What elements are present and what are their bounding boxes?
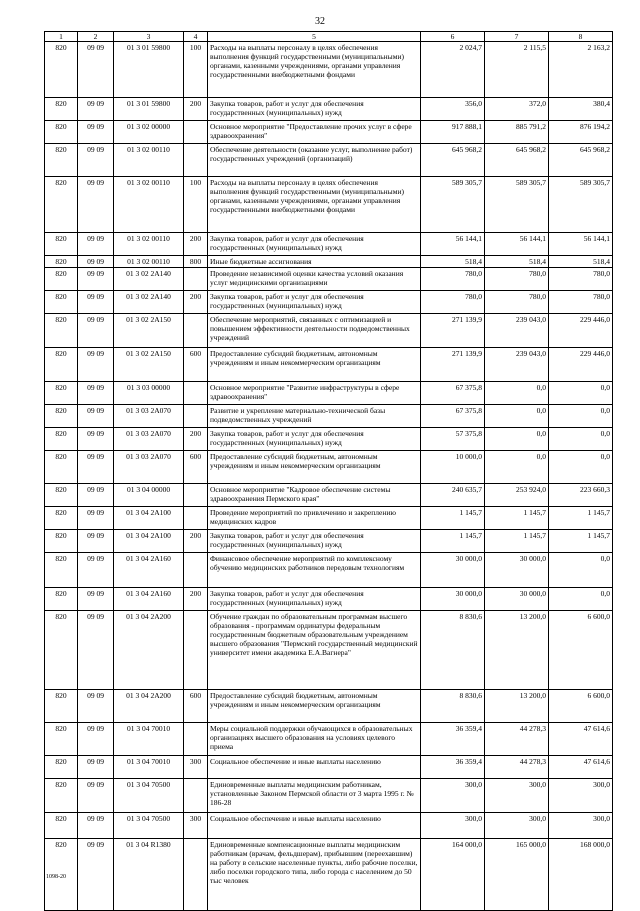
target-article-code-cell: 01 3 02 00110 (114, 233, 184, 256)
table-row (45, 42, 613, 98)
target-article-code-cell: 01 3 04 2A200 (114, 611, 184, 690)
expense-type-code-cell (184, 382, 208, 405)
table-row (45, 177, 613, 233)
table-row (45, 779, 613, 813)
ministry-code-cell: 820 (45, 588, 78, 611)
ministry-code-cell: 820 (45, 611, 78, 690)
amount-col6-cell: 56 144,1 (421, 233, 485, 256)
amount-col7-cell: 253 924,0 (485, 484, 549, 507)
description-cell: Иные бюджетные ассигнования (208, 256, 421, 268)
amount-col7-cell: 0,0 (485, 405, 549, 428)
amount-col8-cell: 1 145,7 (549, 507, 613, 530)
amount-col8-cell: 300,0 (549, 779, 613, 813)
section-code-cell: 09 09 (78, 813, 114, 839)
table-row (45, 405, 613, 428)
amount-col7-cell: 44 278,3 (485, 723, 549, 756)
table-row (45, 348, 613, 382)
amount-col6-cell: 917 888,1 (421, 121, 485, 144)
amount-col8-cell: 380,4 (549, 98, 613, 121)
ministry-code-cell: 820 (45, 690, 78, 723)
expense-type-code-cell (184, 314, 208, 348)
section-code-cell: 09 09 (78, 588, 114, 611)
section-code-cell: 09 09 (78, 314, 114, 348)
description-cell: Обеспечение мероприятий, связанных с оптимизацией и повышением эффективности деятельности подведомственных учреждений (208, 314, 421, 348)
target-article-code-cell: 01 3 04 70010 (114, 756, 184, 779)
amount-col8-cell: 6 600,0 (549, 690, 613, 723)
description-cell: Обучение граждан по образовательным программам высшего образования - программам ординатуры федеральным государственным бюджетным образовательным учреждением высшего образования "Пермский государственный медицинский университет имени академика Е.А.Вагнера" (208, 611, 421, 690)
description-cell: Закупка товаров, работ и услуг для обеспечения государственных (муниципальных) нужд (208, 98, 421, 121)
amount-col7-cell: 589 305,7 (485, 177, 549, 233)
description-cell: Расходы на выплаты персоналу в целях обеспечения выполнения функций государственными (муниципальными) органами, казенными учреждениями, органами управления государственными внебюджетными фондами (208, 177, 421, 233)
target-article-code-cell: 01 3 02 2A150 (114, 314, 184, 348)
expense-type-code-cell: 200 (184, 588, 208, 611)
ministry-code-cell: 820 (45, 451, 78, 484)
ministry-code-cell: 820 (45, 256, 78, 268)
ministry-code-cell: 820 (45, 291, 78, 314)
expense-type-code-cell (184, 121, 208, 144)
target-article-code-cell: 01 3 04 70500 (114, 813, 184, 839)
table-row (45, 723, 613, 756)
amount-col7-cell: 885 791,2 (485, 121, 549, 144)
amount-col6-cell: 300,0 (421, 813, 485, 839)
section-code-cell: 09 09 (78, 690, 114, 723)
amount-col8-cell: 2 163,2 (549, 42, 613, 98)
section-code-cell: 09 09 (78, 756, 114, 779)
column-header: 5 (208, 32, 421, 42)
amount-col7-cell: 0,0 (485, 451, 549, 484)
section-code-cell: 09 09 (78, 256, 114, 268)
description-cell: Меры социальной поддержки обучающихся в образовательных организациях высшего образования на условиях целевого приема (208, 723, 421, 756)
amount-col6-cell: 8 830,6 (421, 690, 485, 723)
amount-col8-cell: 47 614,6 (549, 723, 613, 756)
amount-col7-cell: 13 200,0 (485, 611, 549, 690)
section-code-cell: 09 09 (78, 839, 114, 911)
table-row (45, 268, 613, 291)
description-cell: Проведение независимой оценки качества условий оказания услуг медицинскими организациями (208, 268, 421, 291)
target-article-code-cell: 01 3 04 2A200 (114, 690, 184, 723)
table-row (45, 98, 613, 121)
section-code-cell: 09 09 (78, 723, 114, 756)
column-header: 2 (78, 32, 114, 42)
target-article-code-cell: 01 3 04 2A100 (114, 507, 184, 530)
amount-col8-cell: 0,0 (549, 428, 613, 451)
target-article-code-cell: 01 3 03 2A070 (114, 405, 184, 428)
expense-type-code-cell: 100 (184, 177, 208, 233)
expense-type-code-cell (184, 405, 208, 428)
table-row (45, 382, 613, 405)
ministry-code-cell: 820 (45, 428, 78, 451)
amount-col6-cell: 36 359,4 (421, 756, 485, 779)
amount-col8-cell: 300,0 (549, 813, 613, 839)
column-header: 3 (114, 32, 184, 42)
ministry-code-cell: 820 (45, 484, 78, 507)
amount-col6-cell: 645 968,2 (421, 144, 485, 177)
amount-col6-cell: 271 139,9 (421, 348, 485, 382)
section-code-cell: 09 09 (78, 428, 114, 451)
table-row (45, 756, 613, 779)
table-row (45, 588, 613, 611)
amount-col6-cell: 780,0 (421, 291, 485, 314)
expense-type-code-cell: 200 (184, 98, 208, 121)
section-code-cell: 09 09 (78, 291, 114, 314)
amount-col7-cell: 239 043,0 (485, 348, 549, 382)
section-code-cell: 09 09 (78, 233, 114, 256)
column-header: 8 (549, 32, 613, 42)
amount-col8-cell: 6 600,0 (549, 611, 613, 690)
section-code-cell: 09 09 (78, 144, 114, 177)
amount-col7-cell: 44 278,3 (485, 756, 549, 779)
expense-type-code-cell: 600 (184, 348, 208, 382)
expense-type-code-cell (184, 268, 208, 291)
section-code-cell: 09 09 (78, 268, 114, 291)
amount-col6-cell: 57 375,8 (421, 428, 485, 451)
description-cell: Закупка товаров, работ и услуг для обеспечения государственных (муниципальных) нужд (208, 530, 421, 553)
description-cell: Расходы на выплаты персоналу в целях обеспечения выполнения функций государственными (муниципальными) органами, казенными учреждениями, органами управления государственными внебюджетными фондами (208, 42, 421, 98)
description-cell: Предоставление субсидий бюджетным, автономным учреждениям и иным некоммерческим организациям (208, 451, 421, 484)
description-cell: Развитие и укрепление материально-технической базы подведомственных учреждений (208, 405, 421, 428)
amount-col7-cell: 780,0 (485, 291, 549, 314)
amount-col6-cell: 356,0 (421, 98, 485, 121)
amount-col8-cell: 1 145,7 (549, 530, 613, 553)
amount-col8-cell: 780,0 (549, 268, 613, 291)
table-row (45, 233, 613, 256)
expense-type-code-cell: 300 (184, 813, 208, 839)
amount-col8-cell: 0,0 (549, 405, 613, 428)
amount-col8-cell: 229 446,0 (549, 348, 613, 382)
amount-col7-cell: 518,4 (485, 256, 549, 268)
amount-col8-cell: 0,0 (549, 382, 613, 405)
target-article-code-cell: 01 3 01 59800 (114, 98, 184, 121)
description-cell: Основное мероприятие "Развитие инфраструктуры в сфере здравоохранения" (208, 382, 421, 405)
ministry-code-cell: 820 (45, 779, 78, 813)
ministry-code-cell: 820 (45, 314, 78, 348)
column-header: 1 (45, 32, 78, 42)
amount-col6-cell: 30 000,0 (421, 553, 485, 588)
target-article-code-cell: 01 3 02 00110 (114, 256, 184, 268)
target-article-code-cell: 01 3 03 2A070 (114, 451, 184, 484)
amount-col7-cell: 372,0 (485, 98, 549, 121)
table-row (45, 314, 613, 348)
description-cell: Обеспечение деятельности (оказание услуг, выполнение работ) государственных учреждений (организаций) (208, 144, 421, 177)
table-row (45, 839, 613, 911)
table-row (45, 690, 613, 723)
amount-col6-cell: 10 000,0 (421, 451, 485, 484)
amount-col7-cell: 165 000,0 (485, 839, 549, 911)
section-code-cell: 09 09 (78, 98, 114, 121)
expense-type-code-cell (184, 723, 208, 756)
table-row (45, 553, 613, 588)
section-code-cell: 09 09 (78, 530, 114, 553)
target-article-code-cell: 01 3 03 2A070 (114, 428, 184, 451)
amount-col8-cell: 168 000,0 (549, 839, 613, 911)
expense-type-code-cell: 200 (184, 428, 208, 451)
amount-col6-cell: 240 635,7 (421, 484, 485, 507)
expense-type-code-cell: 800 (184, 256, 208, 268)
ministry-code-cell: 820 (45, 723, 78, 756)
amount-col7-cell: 300,0 (485, 813, 549, 839)
target-article-code-cell: 01 3 02 00000 (114, 121, 184, 144)
ministry-code-cell: 820 (45, 233, 78, 256)
target-article-code-cell: 01 3 01 59800 (114, 42, 184, 98)
target-article-code-cell: 01 3 02 00110 (114, 177, 184, 233)
amount-col8-cell: 0,0 (549, 588, 613, 611)
section-code-cell: 09 09 (78, 611, 114, 690)
amount-col7-cell: 300,0 (485, 779, 549, 813)
amount-col7-cell: 239 043,0 (485, 314, 549, 348)
description-cell: Проведение мероприятий по привлечению и закреплению медицинских кадров (208, 507, 421, 530)
amount-col8-cell: 876 194,2 (549, 121, 613, 144)
amount-col6-cell: 1 145,7 (421, 507, 485, 530)
target-article-code-cell: 01 3 03 00000 (114, 382, 184, 405)
section-code-cell: 09 09 (78, 451, 114, 484)
ministry-code-cell: 820 (45, 121, 78, 144)
expense-type-code-cell (184, 144, 208, 177)
description-cell: Единовременные выплаты медицинским работникам, установленные Законом Пермской области от 3 марта 1995 г. № 186-28 (208, 779, 421, 813)
section-code-cell: 09 09 (78, 405, 114, 428)
amount-col7-cell: 780,0 (485, 268, 549, 291)
amount-col6-cell: 300,0 (421, 779, 485, 813)
expense-type-code-cell (184, 839, 208, 911)
table-row (45, 530, 613, 553)
section-code-cell: 09 09 (78, 121, 114, 144)
description-cell: Основное мероприятие "Кадровое обеспечение системы здравоохранения Пермского края" (208, 484, 421, 507)
expense-type-code-cell: 200 (184, 233, 208, 256)
amount-col6-cell: 67 375,8 (421, 382, 485, 405)
amount-col8-cell: 56 144,1 (549, 233, 613, 256)
ministry-code-cell: 820 (45, 42, 78, 98)
table-row (45, 611, 613, 690)
amount-col7-cell: 30 000,0 (485, 553, 549, 588)
amount-col6-cell: 271 139,9 (421, 314, 485, 348)
ministry-code-cell: 820 (45, 144, 78, 177)
table-row (45, 256, 613, 268)
amount-col6-cell: 780,0 (421, 268, 485, 291)
expense-type-code-cell: 100 (184, 42, 208, 98)
amount-col8-cell: 518,4 (549, 256, 613, 268)
amount-col8-cell: 645 968,2 (549, 144, 613, 177)
table-row (45, 428, 613, 451)
ministry-code-cell: 820 (45, 839, 78, 911)
expense-type-code-cell: 600 (184, 690, 208, 723)
section-code-cell: 09 09 (78, 507, 114, 530)
ministry-code-cell: 820 (45, 553, 78, 588)
amount-col7-cell: 1 145,7 (485, 507, 549, 530)
table-row (45, 507, 613, 530)
amount-col8-cell: 780,0 (549, 291, 613, 314)
target-article-code-cell: 01 3 02 2A140 (114, 268, 184, 291)
expense-type-code-cell (184, 507, 208, 530)
target-article-code-cell: 01 3 04 2A160 (114, 588, 184, 611)
ministry-code-cell: 820 (45, 268, 78, 291)
target-article-code-cell: 01 3 04 R1380 (114, 839, 184, 911)
table-row (45, 484, 613, 507)
expense-type-code-cell (184, 484, 208, 507)
amount-col6-cell: 67 375,8 (421, 405, 485, 428)
column-header: 4 (184, 32, 208, 42)
ministry-code-cell: 820 (45, 405, 78, 428)
amount-col7-cell: 645 968,2 (485, 144, 549, 177)
section-code-cell: 09 09 (78, 382, 114, 405)
expense-type-code-cell (184, 611, 208, 690)
section-code-cell: 09 09 (78, 42, 114, 98)
ministry-code-cell: 820 (45, 507, 78, 530)
target-article-code-cell: 01 3 02 00110 (114, 144, 184, 177)
target-article-code-cell: 01 3 04 70010 (114, 723, 184, 756)
ministry-code-cell: 820 (45, 813, 78, 839)
amount-col7-cell: 13 200,0 (485, 690, 549, 723)
description-cell: Закупка товаров, работ и услуг для обеспечения государственных (муниципальных) нужд (208, 588, 421, 611)
description-cell: Единовременные компенсационные выплаты медицинским работникам (врачам, фельдшерам), прибывшим (переехавшим) на работу в сельские населенные пункты, либо рабочие поселки, либо поселки городского типа, либо города с населением до 50 тыс человек (208, 839, 421, 911)
footer-code: 1098-20 (46, 874, 66, 880)
ministry-code-cell: 820 (45, 382, 78, 405)
section-code-cell: 09 09 (78, 779, 114, 813)
target-article-code-cell: 01 3 04 00000 (114, 484, 184, 507)
target-article-code-cell: 01 3 04 70500 (114, 779, 184, 813)
amount-col8-cell: 0,0 (549, 451, 613, 484)
description-cell: Предоставление субсидий бюджетным, автономным учреждениям и иным некоммерческим организациям (208, 690, 421, 723)
description-cell: Социальное обеспечение и иные выплаты населению (208, 813, 421, 839)
description-cell: Закупка товаров, работ и услуг для обеспечения государственных (муниципальных) нужд (208, 233, 421, 256)
amount-col6-cell: 36 359,4 (421, 723, 485, 756)
target-article-code-cell: 01 3 04 2A160 (114, 553, 184, 588)
table-row (45, 121, 613, 144)
amount-col6-cell: 518,4 (421, 256, 485, 268)
expense-type-code-cell (184, 553, 208, 588)
table-row (45, 813, 613, 839)
amount-col7-cell: 0,0 (485, 382, 549, 405)
amount-col8-cell: 229 446,0 (549, 314, 613, 348)
description-cell: Предоставление субсидий бюджетным, автономным учреждениям и иным некоммерческим организациям (208, 348, 421, 382)
ministry-code-cell: 820 (45, 348, 78, 382)
ministry-code-cell: 820 (45, 530, 78, 553)
expense-type-code-cell: 300 (184, 756, 208, 779)
amount-col6-cell: 164 000,0 (421, 839, 485, 911)
ministry-code-cell: 820 (45, 756, 78, 779)
column-header: 6 (421, 32, 485, 42)
table-header-row (45, 32, 613, 42)
amount-col7-cell: 1 145,7 (485, 530, 549, 553)
budget-table (44, 31, 613, 911)
expense-type-code-cell: 200 (184, 291, 208, 314)
amount-col8-cell: 47 614,6 (549, 756, 613, 779)
section-code-cell: 09 09 (78, 348, 114, 382)
amount-col6-cell: 30 000,0 (421, 588, 485, 611)
description-cell: Закупка товаров, работ и услуг для обеспечения государственных (муниципальных) нужд (208, 291, 421, 314)
amount-col7-cell: 56 144,1 (485, 233, 549, 256)
section-code-cell: 09 09 (78, 484, 114, 507)
description-cell: Закупка товаров, работ и услуг для обеспечения государственных (муниципальных) нужд (208, 428, 421, 451)
table-row (45, 291, 613, 314)
ministry-code-cell: 820 (45, 98, 78, 121)
expense-type-code-cell (184, 779, 208, 813)
amount-col6-cell: 589 305,7 (421, 177, 485, 233)
target-article-code-cell: 01 3 02 2A150 (114, 348, 184, 382)
column-header: 7 (485, 32, 549, 42)
ministry-code-cell: 820 (45, 177, 78, 233)
amount-col8-cell: 0,0 (549, 553, 613, 588)
amount-col8-cell: 223 660,3 (549, 484, 613, 507)
amount-col7-cell: 2 115,5 (485, 42, 549, 98)
amount-col6-cell: 1 145,7 (421, 530, 485, 553)
table-row (45, 144, 613, 177)
description-cell: Финансовое обеспечение мероприятий по комплексному обучению медицинских работников передовым технологиям (208, 553, 421, 588)
amount-col7-cell: 0,0 (485, 428, 549, 451)
amount-col6-cell: 8 830,6 (421, 611, 485, 690)
target-article-code-cell: 01 3 04 2A100 (114, 530, 184, 553)
description-cell: Основное мероприятие "Предоставление прочих услуг в сфере здравоохранения" (208, 121, 421, 144)
amount-col7-cell: 30 000,0 (485, 588, 549, 611)
expense-type-code-cell: 600 (184, 451, 208, 484)
table-row (45, 451, 613, 484)
amount-col6-cell: 2 024,7 (421, 42, 485, 98)
amount-col8-cell: 589 305,7 (549, 177, 613, 233)
section-code-cell: 09 09 (78, 553, 114, 588)
expense-type-code-cell: 200 (184, 530, 208, 553)
description-cell: Социальное обеспечение и иные выплаты населению (208, 756, 421, 779)
page-number: 32 (315, 16, 325, 27)
section-code-cell: 09 09 (78, 177, 114, 233)
target-article-code-cell: 01 3 02 2A140 (114, 291, 184, 314)
